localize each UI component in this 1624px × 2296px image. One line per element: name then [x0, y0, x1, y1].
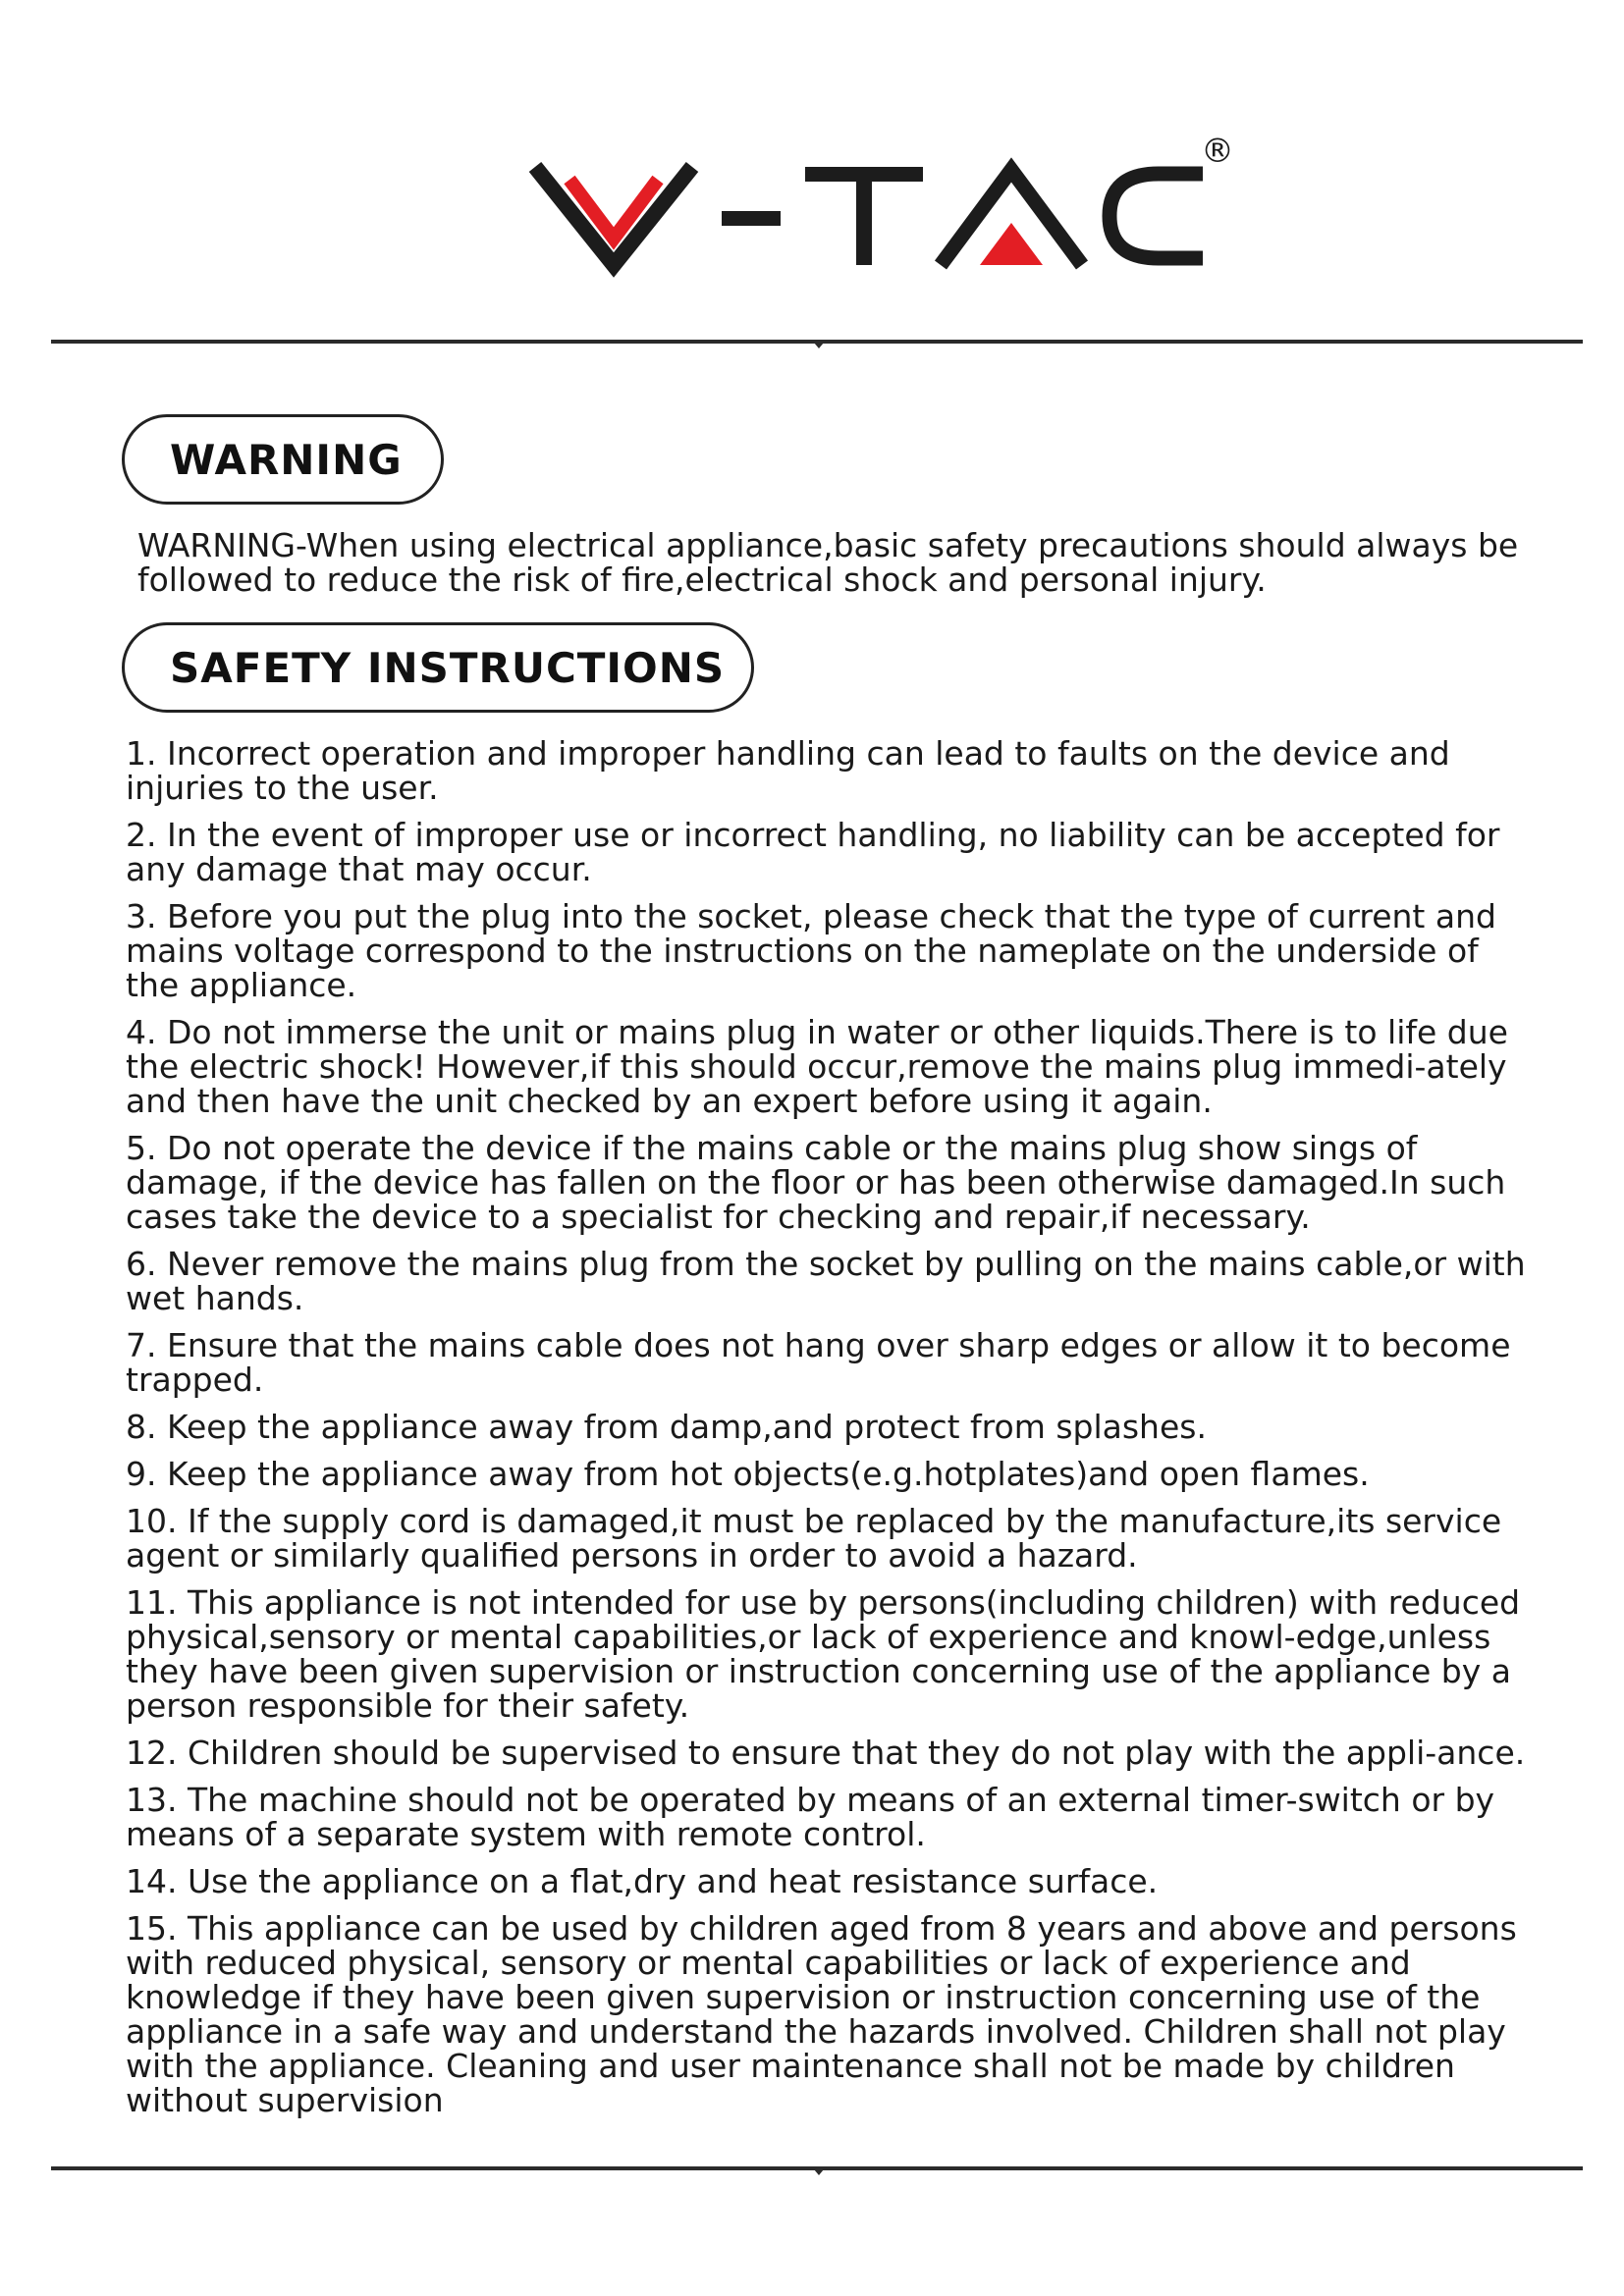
instruction-item-7: 7. Ensure that the mains cable does not hang over sharp edges or allow it to become trapped.: [126, 1326, 1511, 1399]
instruction-item-10: 10. If the supply cord is damaged,it must be replaced by the manufacture,its service agent or similarly qualified persons in order to avoid a hazard.: [126, 1502, 1502, 1575]
instruction-item-5: 5. Do not operate the device if the mains cable or the mains plug show sings of damage, if the device has fallen on the floor or has been otherwise damaged.In such cases take the device to a specialist for checking and repair,if necessary.: [126, 1129, 1506, 1236]
instruction-item-1: 1. Incorrect operation and improper handling can lead to faults on the device and injuries to the user.: [126, 734, 1450, 807]
warning-paragraph: WARNING-When using electrical appliance,basic safety precautions should always be followed to reduce the risk of fire,electrical shock and personal injury.: [137, 526, 1519, 599]
registered-mark: ®: [1201, 132, 1234, 171]
instruction-item-2: 2. In the event of improper use or incorrect handling, no liability can be accepted for any damage that may occur.: [126, 816, 1500, 888]
instruction-item-4: 4. Do not immerse the unit or mains plug in water or other liquids.There is to life due the electric shock! However,if this should occur,remove the mains plug immedi-ately and then have the unit checked by an expert before using it again.: [126, 1013, 1508, 1120]
v-tac-logo: [530, 132, 1234, 280]
safety-instructions-heading: [122, 622, 754, 713]
instruction-item-6: 6. Never remove the mains plug from the socket by pulling on the mains cable,or with wet hands.: [126, 1245, 1526, 1317]
instruction-item-14: 14. Use the appliance on a flat,dry and heat resistance surface.: [126, 1862, 1159, 1900]
instruction-item-3: 3. Before you put the plug into the socket, please check that the type of current and mains voltage correspond to the instructions on the nameplate on the underside of the appliance.: [126, 897, 1496, 1004]
safety-instructions-heading-label: SAFETY INSTRUCTIONS: [170, 643, 726, 692]
top-divider: [51, 340, 1583, 344]
bottom-divider: [51, 2166, 1583, 2170]
instruction-item-13: 13. The machine should not be operated by means of an external timer-switch or by means of a separate system with remote control.: [126, 1781, 1495, 1853]
instruction-item-9: 9. Keep the appliance away from hot objects(e.g.hotplates)and open flames.: [126, 1455, 1370, 1493]
instruction-item-15: 15. This appliance can be used by children aged from 8 years and above and persons with reduced physical, sensory or mental capabilities or lack of experience and knowledge if they have been given supervision or instruction concerning use of the appliance in a safe way and understand the hazards involved. Children shall not play with the appliance. Cleaning and user maintenance shall not be made by children without supervision: [126, 1909, 1517, 2119]
instruction-item-12: 12. Children should be supervised to ensure that they do not play with the appli-ance.: [126, 1734, 1526, 1772]
warning-heading-label: WARNING: [170, 435, 403, 484]
instruction-item-8: 8. Keep the appliance away from damp,and protect from splashes.: [126, 1408, 1207, 1446]
safety-instructions-list: [126, 736, 1540, 2130]
instruction-item-11: 11. This appliance is not intended for use by persons(including children) with reduced physical,sensory or mental capabilities,or lack of experience and knowl-edge,unless they have been given supervision or instruction concerning use of the appliance by a person responsible for their safety.: [126, 1583, 1521, 1725]
warning-heading: [122, 414, 444, 505]
